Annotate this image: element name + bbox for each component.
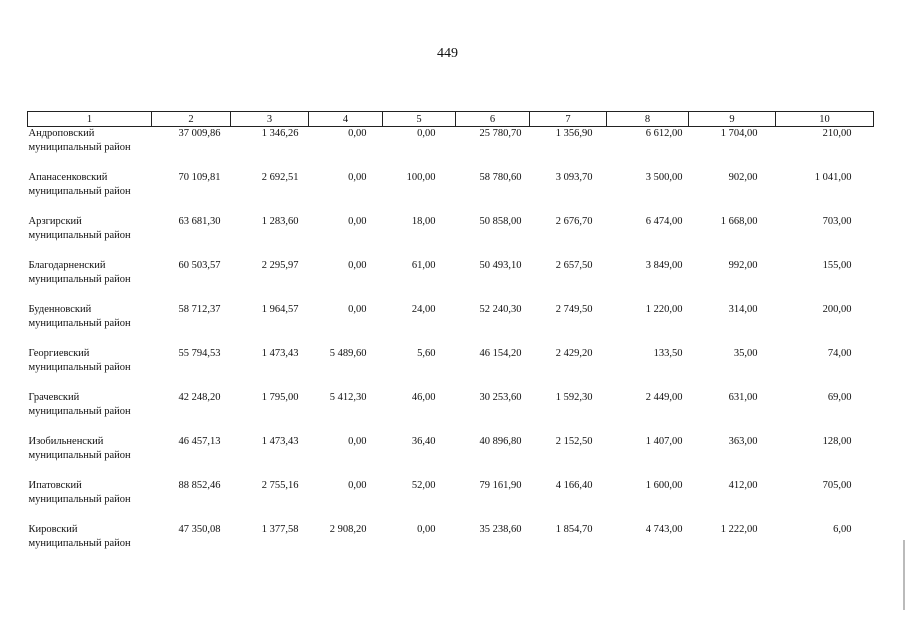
district-name [28, 303, 152, 347]
value-cell-col-6: 50 493,10 [479, 260, 522, 271]
column-header-10: 10 [776, 112, 874, 127]
value-cell-col-6: 25 780,70 [479, 128, 522, 139]
value-cell-col-8: 133,50 [653, 348, 683, 359]
budget-table [27, 111, 874, 567]
value-cell-col-8: 3 849,00 [645, 260, 683, 271]
value-cell-col-2: 63 681,30 [178, 216, 221, 227]
value-cell-col-4: 5 489,60 [329, 348, 367, 359]
value-cell-col-8: 3 500,00 [645, 172, 683, 183]
table-row [28, 435, 874, 479]
value-cell-col-9: 902,00 [728, 172, 758, 183]
value-cell-col-9: 1 222,00 [720, 524, 758, 535]
value-cell-col-4: 0,00 [348, 436, 367, 447]
district-name [28, 127, 152, 172]
value-cell-col-7: 1 356,90 [555, 128, 593, 139]
district-name-line2: муниципальный район [28, 362, 131, 373]
value-cell-col-8: 6 612,00 [645, 128, 683, 139]
district-name-line2: муниципальный район [28, 538, 131, 549]
value-cell-col-9: 1 704,00 [720, 128, 758, 139]
value-cell-col-10: 200,00 [822, 304, 852, 315]
value-cell-col-2: 60 503,57 [178, 260, 221, 271]
table-row [28, 127, 874, 172]
value-cell-col-5: 18,00 [411, 216, 436, 227]
value-cell-col-3: 2 295,97 [261, 260, 299, 271]
value-cell-col-5: 24,00 [411, 304, 436, 315]
value-cell-col-9: 363,00 [728, 436, 758, 447]
table-body [28, 127, 874, 568]
value-cell-col-7: 4 166,40 [555, 480, 593, 491]
district-name-line2: муниципальный район [28, 494, 131, 505]
district-name-line2: муниципальный район [28, 274, 131, 285]
value-cell-col-2: 58 712,37 [178, 304, 221, 315]
value-cell-col-7: 2 429,20 [555, 348, 593, 359]
district-name-line1: Апанасенковский [28, 172, 108, 183]
value-cell-col-10: 155,00 [822, 260, 852, 271]
column-header-4: 4 [309, 112, 383, 127]
page-number: 449 [437, 46, 458, 61]
value-cell-col-9: 992,00 [728, 260, 758, 271]
district-name [28, 391, 152, 435]
value-cell-col-2: 46 457,13 [178, 436, 221, 447]
table-row [28, 479, 874, 523]
district-name [28, 347, 152, 391]
value-cell-col-7: 1 592,30 [555, 392, 593, 403]
value-cell-col-9: 412,00 [728, 480, 758, 491]
value-cell-col-4: 5 412,30 [329, 392, 367, 403]
value-cell-col-10: 705,00 [822, 480, 852, 491]
column-header-9: 9 [689, 112, 776, 127]
value-cell-col-4: 2 908,20 [329, 524, 367, 535]
table-row [28, 171, 874, 215]
value-cell-col-7: 3 093,70 [555, 172, 593, 183]
value-cell-col-10: 69,00 [827, 392, 852, 403]
table-row [28, 303, 874, 347]
value-cell-col-8: 1 600,00 [645, 480, 683, 491]
column-header-2: 2 [152, 112, 231, 127]
value-cell-col-6: 52 240,30 [479, 304, 522, 315]
district-name [28, 435, 152, 479]
value-cell-col-8: 1 220,00 [645, 304, 683, 315]
value-cell-col-6: 58 780,60 [479, 172, 522, 183]
value-cell-col-2: 37 009,86 [178, 128, 221, 139]
value-cell-col-4: 0,00 [348, 260, 367, 271]
value-cell-col-3: 1 473,43 [261, 348, 299, 359]
district-name-line1: Георгиевский [28, 348, 90, 359]
value-cell-col-3: 2 755,16 [261, 480, 299, 491]
district-name [28, 259, 152, 303]
value-cell-col-8: 4 743,00 [645, 524, 683, 535]
value-cell-col-3: 2 692,51 [261, 172, 299, 183]
table-row [28, 347, 874, 391]
district-name [28, 171, 152, 215]
value-cell-col-8: 2 449,00 [645, 392, 683, 403]
value-cell-col-5: 0,00 [417, 524, 436, 535]
district-name-line1: Изобильненский [28, 436, 104, 447]
district-name-line1: Кировский [28, 524, 78, 535]
district-name-line1: Грачевский [28, 392, 80, 403]
district-name-line1: Андроповский [28, 128, 95, 139]
value-cell-col-7: 2 657,50 [555, 260, 593, 271]
value-cell-col-2: 42 248,20 [178, 392, 221, 403]
district-name-line2: муниципальный район [28, 186, 131, 197]
column-header-8: 8 [607, 112, 689, 127]
value-cell-col-2: 88 852,46 [178, 480, 221, 491]
value-cell-col-6: 30 253,60 [479, 392, 522, 403]
value-cell-col-5: 5,60 [417, 348, 436, 359]
value-cell-col-6: 79 161,90 [479, 480, 522, 491]
value-cell-col-3: 1 473,43 [261, 436, 299, 447]
value-cell-col-2: 55 794,53 [178, 348, 221, 359]
value-cell-col-10: 703,00 [822, 216, 852, 227]
district-name-line1: Буденновский [28, 304, 92, 315]
value-cell-col-6: 35 238,60 [479, 524, 522, 535]
value-cell-col-9: 314,00 [728, 304, 758, 315]
value-cell-col-7: 2 152,50 [555, 436, 593, 447]
value-cell-col-6: 50 858,00 [479, 216, 522, 227]
value-cell-col-4: 0,00 [348, 128, 367, 139]
table-row [28, 391, 874, 435]
value-cell-col-9: 35,00 [733, 348, 758, 359]
district-name [28, 215, 152, 259]
value-cell-col-3: 1 346,26 [261, 128, 299, 139]
value-cell-col-6: 46 154,20 [479, 348, 522, 359]
column-header-5: 5 [383, 112, 456, 127]
value-cell-col-4: 0,00 [348, 304, 367, 315]
value-cell-col-5: 61,00 [411, 260, 436, 271]
value-cell-col-5: 100,00 [406, 172, 436, 183]
value-cell-col-2: 47 350,08 [178, 524, 221, 535]
district-name [28, 523, 152, 567]
value-cell-col-8: 1 407,00 [645, 436, 683, 447]
column-header-1: 1 [28, 112, 152, 127]
district-name-line2: муниципальный район [28, 142, 131, 153]
value-cell-col-7: 1 854,70 [555, 524, 593, 535]
value-cell-col-5: 46,00 [411, 392, 436, 403]
district-name-line2: муниципальный район [28, 230, 131, 241]
district-name-line2: муниципальный район [28, 450, 131, 461]
value-cell-col-4: 0,00 [348, 172, 367, 183]
value-cell-col-5: 52,00 [411, 480, 436, 491]
value-cell-col-4: 0,00 [348, 216, 367, 227]
district-name-line1: Ипатовский [28, 480, 82, 491]
value-cell-col-4: 0,00 [348, 480, 367, 491]
value-cell-col-6: 40 896,80 [479, 436, 522, 447]
value-cell-col-3: 1 795,00 [261, 392, 299, 403]
value-cell-col-7: 2 749,50 [555, 304, 593, 315]
value-cell-col-2: 70 109,81 [178, 172, 221, 183]
value-cell-col-10: 6,00 [833, 524, 852, 535]
value-cell-col-9: 1 668,00 [720, 216, 758, 227]
column-header-6: 6 [456, 112, 530, 127]
value-cell-col-5: 36,40 [411, 436, 436, 447]
table-row [28, 523, 874, 567]
district-name-line1: Арзгирский [28, 216, 82, 227]
value-cell-col-5: 0,00 [417, 128, 436, 139]
value-cell-col-10: 210,00 [822, 128, 852, 139]
value-cell-col-3: 1 377,58 [261, 524, 299, 535]
table-header-row [28, 112, 874, 127]
district-name-line1: Благодарненский [28, 260, 106, 271]
value-cell-col-10: 74,00 [827, 348, 852, 359]
district-name-line2: муниципальный район [28, 318, 131, 329]
district-name-line2: муниципальный район [28, 406, 131, 417]
table-row [28, 259, 874, 303]
column-header-7: 7 [530, 112, 607, 127]
district-name [28, 479, 152, 523]
value-cell-col-3: 1 964,57 [261, 304, 299, 315]
value-cell-col-10: 1 041,00 [814, 172, 852, 183]
column-header-3: 3 [231, 112, 309, 127]
value-cell-col-3: 1 283,60 [261, 216, 299, 227]
value-cell-col-8: 6 474,00 [645, 216, 683, 227]
value-cell-col-7: 2 676,70 [555, 216, 593, 227]
table-row [28, 215, 874, 259]
value-cell-col-9: 631,00 [728, 392, 758, 403]
value-cell-col-10: 128,00 [822, 436, 852, 447]
